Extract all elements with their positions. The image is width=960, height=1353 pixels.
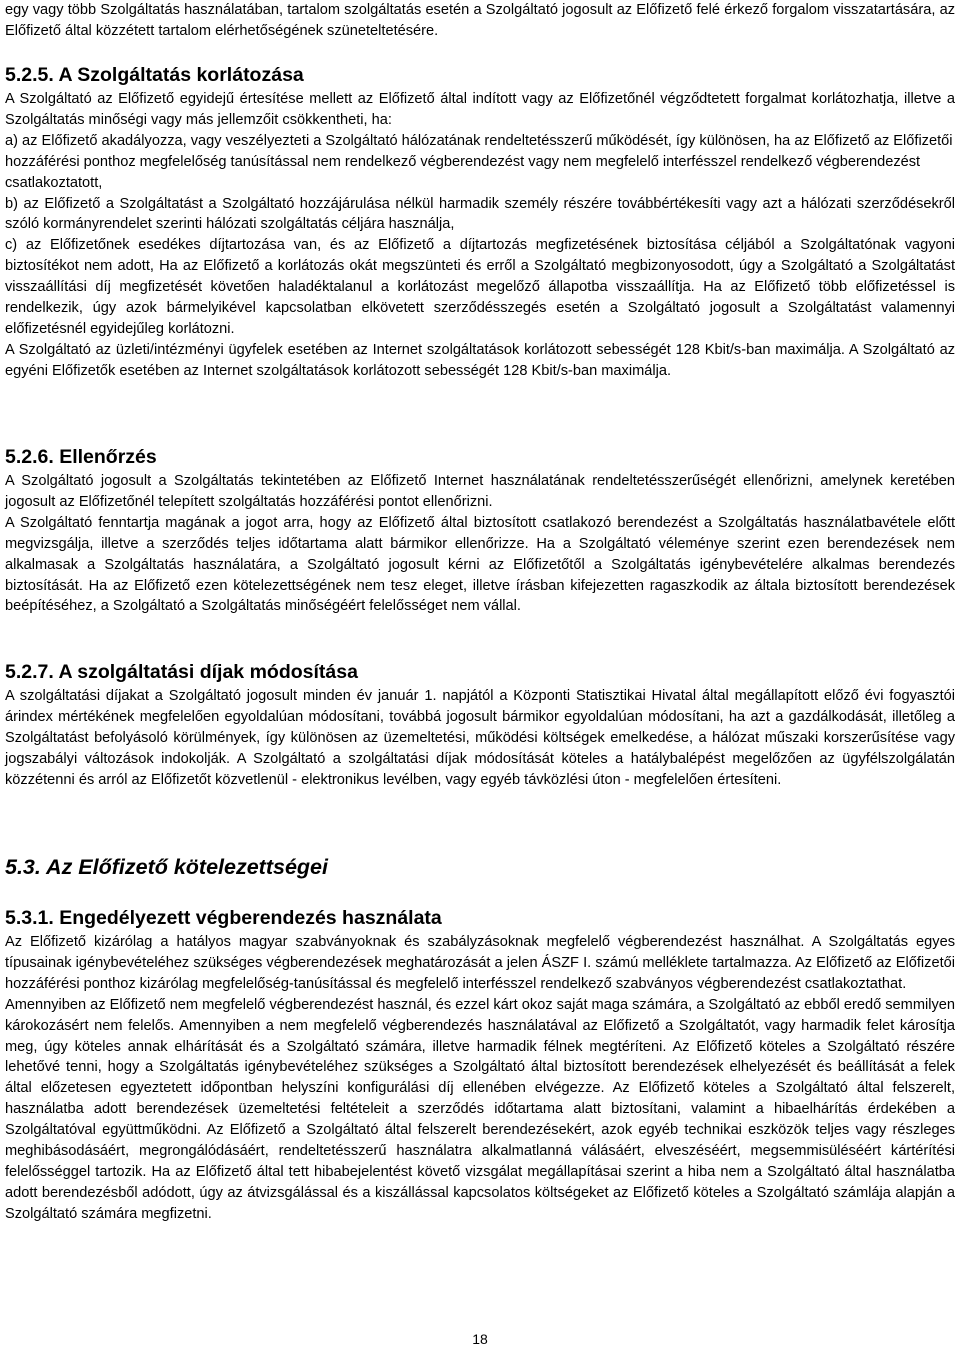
continuation-paragraph: egy vagy több Szolgáltatás használatában, tartalom szolgáltatás esetén a Szolgáltató jogosult az Előfizető felé érkező forgalom visszatartására, az Előfizető által közzétett tartalom elérhetőségének szüneteltetésére. [5,2,955,39]
section-heading: 5.2.7. A szolgáltatási díjak módosítása [5,661,358,683]
section-5-2-7 [5,660,955,791]
paragraph: A szolgáltatási díjakat a Szolgáltató jogosult minden év január 1. napjától a Központi Statisztikai Hivatal által megállapított előző évi fogyasztói árindex mértékének megfelelően egyoldalúan módosítani, továbbá jogosult bármikor egyoldalúan módosítani, ha azt a gazdálkodását, illetőleg a Szolgáltatást befolyásoló körülmények, így különösen az üzemeltetési, működési költségek emelkedése, a hálózat műszaki korszerűsítése vagy jogszabályi változások indokolják. A Szolgáltató a szolgáltatási díjak módosítását köteles a hatálybalépést megelőzően az ügyfélszolgálatán közzétenni és arról az Előfizetőt közvetlenül - elektronikus levélben, vagy egyéb távközlési úton - megfelelően értesíteni. [5,688,955,788]
section-heading: 5.3.1. Engedélyezett végberendezés használata [5,907,442,929]
section-heading: 5.2.6. Ellenőrzés [5,446,157,468]
list-item-a: a) az Előfizető akadályozza, vagy veszélyezteti a Szolgáltató hálózatának rendeltetésszerű működését, így különösen, ha az Előfizető az Előfizetői hozzáférési ponthoz megfelelőség tanúsítással nem rendelkező végberendezést vagy nem megfelelő interfésszel rendelkező végberendezést csatlakoztatott, [5,132,953,191]
list-item-c: c) az Előfizetőnek esedékes díjtartozása van, és az Előfizető a díjtartozás megfizetésének biztosítása céljából a Szolgáltatónak vagyoni biztosítékot nem adott, Ha az Előfizető a korlátozás okát megszünteti és erről a Szolgáltató megbizonyosodott, úgy a Szolgáltató a Szolgáltatást visszaállítási díj megfizetését követően haladéktalanul a korlátozást megelőző állapotba visszaállítja. Ha az Előfizető több előfizetéssel is rendelkezik, úgy azok bármelyikével kapcsolatban elkövetett szerződésszegés esetén a Szolgáltató jogosult a Szolgáltatást valamennyi előfizetésnél egyidejűleg korlátozni. [5,237,955,337]
paragraph: A Szolgáltató jogosult a Szolgáltatás tekintetében az Előfizető Internet használatának rendeltetésszerűségét ellenőrizni, amelynek keretében jogosult az Előfizetőnél telepített szolgáltatás hozzáférési pontot ellenőrizni. [5,473,955,510]
paragraph: Az Előfizető kizárólag a hatályos magyar szabványoknak és szabályzásoknak megfelelő végberendezést használhat. A Szolgáltatás egyes típusainak igénybevételéhez szükséges végberendezések meghatározását a jelen ÁSZF I. számú melléklete tartalmazza. Az Előfizető az Előfizetői hozzáférési ponthoz kizárólag megfelelőség-tanúsítással és megfelelő interfésszel rendelkező szabványos végberendezést csatlakoztathat. [5,934,955,992]
paragraph: A Szolgáltató az üzleti/intézményi ügyfelek esetében az Internet szolgáltatások korlátozott sebességét 128 Kbit/s-ban maximálja. A Szolgáltató az egyéni Előfizetők esetében az Internet szolgáltatások korlátozott sebességét 128 Kbit/s-ban maximálja. [5,341,955,379]
paragraph: A Szolgáltató az Előfizető egyidejű értesítése mellett az Előfizető által indított vagy az Előfizetőnél végződtetett forgalmat korlátozhatja, illetve a Szolgáltatás minőségi vagy más jellemzőit csökkentheti, ha: [5,91,955,128]
chapter-heading: 5.3. Az Előfizető kötelezettségei [5,855,328,879]
section-heading: 5.2.5. A Szolgáltatás korlátozása [5,64,304,86]
page-number: 18 [472,1331,488,1347]
paragraph: A Szolgáltató fenntartja magának a jogot arra, hogy az Előfizető által biztosított csatlakozó berendezést a Szolgáltatás használatbavétele előtt megvizsgálja, illetve a szerződés teljes időtartama alatt bármikor ellenőrizze. Ha a Szolgáltató véleménye szerint ezen berendezések nem alkalmasak a Szolgáltatás használatára, a Szolgáltató jogosult kérni az Előfizetőtől a Szolgáltatás igénybevételére alkalmas berendezés biztosítását. Ha az Előfizető ezen kötelezettségének nem tesz eleget, illetve írásban kifejezetten ragaszkodik az általa biztosított berendezések beépítéséhez, a Szolgáltató a Szolgáltatás minőségéért felelősséget nem vállal. [5,514,955,615]
section-5-2-5 [5,63,955,382]
paragraph: Amennyiben az Előfizető nem megfelelő végberendezést használ, és ezzel kárt okoz saját maga számára, a Szolgáltató az ebből eredő semmilyen károkozásért nem felelős. Amennyiben a nem megfelelő végberendezés használatával az Előfizető a Szolgáltatót, vagy harmadik felet károsítja meg, úgy köteles annak elhárítását és a Szolgáltató számára, illetve harmadik félnek megtéríteni. Az Előfizető köteles a Szolgáltató részére lehetővé tenni, hogy a Szolgáltatás igénybevételéhez szükséges a Szolgáltató által biztosított berendezések elhelyezését és beállítását a felek által előzetesen egyeztetett időpontban helyszíni konfigurálási díj ellenében elvégezze. Az Előfizető köteles a Szolgáltató által felszerelt, használatba adott berendezések üzemeltetési feltételeit a szerződés időtartama alatt biztosítani, valamint a hibaelhárítás érdekében a Szolgáltatóval együttműködni. Az Előfizető a Szolgáltató által felszerelt berendezésekért, azok egyéb technikai eszközök teljes vagy részleges meghibásodásáért, megrongálódásáért, rendeltetésszerű használatra alkalmatlanná válásáért, elveszéséért, megsemmisüléséért kártérítési felelősséggel tartozik. Ha az Előfizető által tett hibabejelentést követő vizsgálat megállapításai szerint a hiba nem a Szolgáltató által használatba adott berendezésből adódott, úgy az átvizsgálással és a kiszállással kapcsolatos költségeket az Előfizető köteles a Szolgáltató számlája alapján a Szolgáltató számára megfizetni. [5,996,955,1222]
section-5-3-1 [5,906,955,1225]
list-item-b: b) az Előfizető a Szolgáltatást a Szolgáltató hozzájárulása nélkül harmadik személy részére továbbértékesíti vagy azt a hálózati szerződésekről szóló kormányrendelet szerinti hálózati szolgáltatás céljára használja, [5,195,955,233]
section-5-2-6 [5,445,955,617]
